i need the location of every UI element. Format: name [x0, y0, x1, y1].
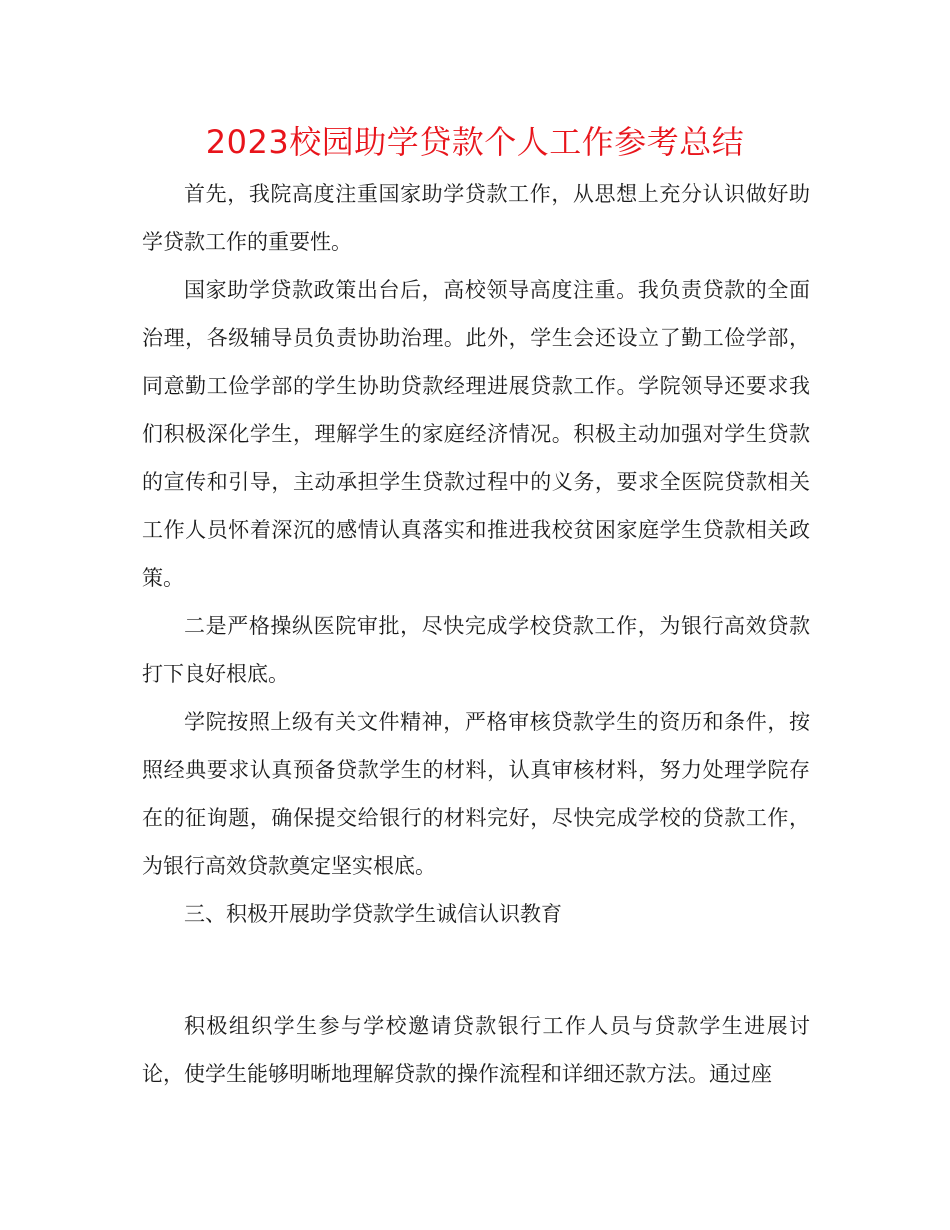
paragraph-2: 国家助学贷款政策出台后，高校领导高度注重。我负责贷款的全面治理，各级辅导员负责协助治理。此外，学生会还设立了勤工俭学部，同意勤工俭学部的学生协助贷款经理进展贷款工作。学院领导还要求我们积极深化学生，理解学生的家庭经济情况。积极主动加强对学生贷款的宣传和引导，主动承担学生贷款过程中的义务，要求全医院贷款相关工作人员怀着深沉的感情认真落实和推进我校贫困家庭学生贷款相关政策。 [142, 278, 810, 590]
document-body [142, 170, 810, 1098]
document-title: 2023校园助学贷款个人工作参考总结 [205, 123, 745, 161]
paragraph-1: 首先，我院高度注重国家助学贷款工作，从思想上充分认识做好助学贷款工作的重要性。 [142, 182, 810, 254]
paragraph-3: 二是严格操纵医院审批，尽快完成学校贷款工作，为银行高效贷款打下良好根底。 [142, 614, 810, 686]
paragraph-4: 学院按照上级有关文件精神，严格审核贷款学生的资历和条件，按照经典要求认真预备贷款学生的材料，认真审核材料，努力处理学院存在的征询题，确保提交给银行的材料完好，尽快完成学校的贷款工作，为银行高效贷款奠定坚实根底。 [142, 710, 810, 878]
paragraph-5: 积极组织学生参与学校邀请贷款银行工作人员与贷款学生进展讨论，使学生能够明晰地理解贷款的操作流程和详细还款方法。通过座 [142, 1014, 810, 1086]
section-heading-3: 三、积极开展助学贷款学生诚信认识教育 [184, 902, 562, 926]
